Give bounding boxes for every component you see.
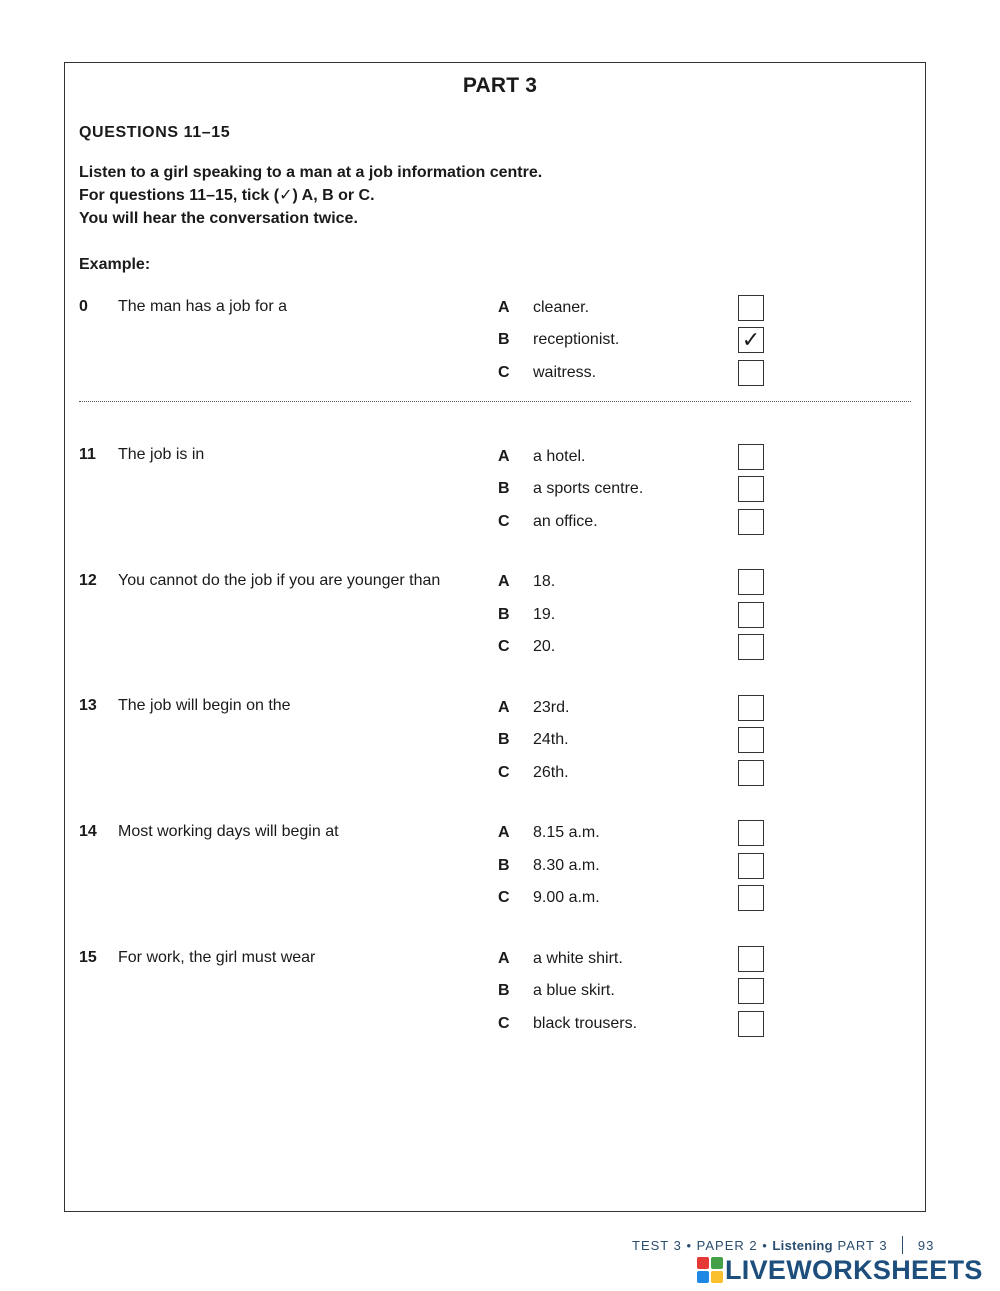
example-option-text: receptionist. — [533, 331, 620, 348]
logo-tile — [711, 1271, 723, 1283]
example-checkbox-c — [738, 360, 764, 386]
option-text: 8.15 a.m. — [533, 824, 600, 841]
question-number: 15 — [79, 949, 97, 966]
page-number: 93 — [917, 1238, 935, 1253]
footer-section: Listening — [772, 1238, 833, 1253]
answer-checkbox-15b[interactable] — [738, 978, 764, 1004]
question-text: The job will begin on the — [118, 697, 291, 714]
question-number: 11 — [79, 446, 96, 463]
example-number: 0 — [79, 298, 88, 315]
option-text: a hotel. — [533, 448, 586, 465]
option-text: 23rd. — [533, 699, 570, 716]
footer-bullet: • — [686, 1238, 693, 1253]
watermark-text: LIVEWORKSHEETS — [725, 1254, 983, 1285]
instruction-line-3: You will hear the conversation twice. — [79, 210, 358, 227]
question-text: Most working days will begin at — [118, 823, 339, 840]
option-letter: C — [498, 1015, 510, 1032]
example-option-text: cleaner. — [533, 299, 590, 316]
footer-paper: PAPER 2 — [696, 1238, 758, 1253]
answer-checkbox-15a[interactable] — [738, 946, 764, 972]
option-text: 18. — [533, 573, 556, 590]
option-letter: C — [498, 513, 510, 530]
option-letter: B — [498, 606, 510, 623]
question-text: For work, the girl must wear — [118, 949, 316, 966]
option-text: a blue skirt. — [533, 982, 615, 999]
footer-bullet: • — [762, 1238, 768, 1253]
answer-checkbox-13b[interactable] — [738, 727, 764, 753]
question-number: 14 — [79, 823, 97, 840]
option-letter: A — [498, 824, 510, 841]
answer-checkbox-12a[interactable] — [738, 569, 764, 595]
instruction-line-1: Listen to a girl speaking to a man at a job information centre. — [79, 164, 543, 181]
option-text: 19. — [533, 606, 556, 623]
question-text: The job is in — [118, 446, 205, 463]
instruction-line-2: For questions 11–15, tick (✓) A, B or C. — [79, 187, 375, 204]
option-letter: A — [498, 573, 510, 590]
example-option-letter: B — [498, 331, 510, 348]
example-option-letter: C — [498, 364, 510, 381]
answer-checkbox-11c[interactable] — [738, 509, 764, 535]
question-number: 13 — [79, 697, 97, 714]
option-text: a sports centre. — [533, 480, 644, 497]
answer-checkbox-11a[interactable] — [738, 444, 764, 470]
example-label: Example: — [79, 256, 151, 273]
answer-checkbox-13a[interactable] — [738, 695, 764, 721]
footer-part: PART 3 — [837, 1238, 888, 1253]
option-letter: B — [498, 480, 510, 497]
example-text: The man has a job for a — [118, 298, 287, 315]
question-number: 12 — [79, 572, 97, 589]
example-checkbox-b: ✓ — [738, 327, 764, 353]
liveworksheets-logo-icon — [697, 1257, 723, 1283]
option-letter: A — [498, 950, 510, 967]
footer-test: TEST 3 — [632, 1238, 682, 1253]
example-divider — [79, 401, 911, 402]
logo-tile — [697, 1271, 709, 1283]
option-text: 20. — [533, 638, 556, 655]
answer-checkbox-13c[interactable] — [738, 760, 764, 786]
example-checkbox-a — [738, 295, 764, 321]
option-letter: C — [498, 764, 510, 781]
page-footer — [632, 1236, 934, 1254]
answer-checkbox-11b[interactable] — [738, 476, 764, 502]
option-letter: A — [498, 448, 510, 465]
answer-checkbox-12b[interactable] — [738, 602, 764, 628]
question-text: You cannot do the job if you are younger than — [118, 572, 441, 589]
option-text: a white shirt. — [533, 950, 623, 967]
logo-tile — [697, 1257, 709, 1269]
example-option-letter: A — [498, 299, 510, 316]
footer-separator — [902, 1236, 903, 1254]
answer-checkbox-14a[interactable] — [738, 820, 764, 846]
option-text: 9.00 a.m. — [533, 889, 600, 906]
answer-checkbox-14c[interactable] — [738, 885, 764, 911]
option-text: 8.30 a.m. — [533, 857, 600, 874]
option-letter: B — [498, 857, 510, 874]
option-text: black trousers. — [533, 1015, 638, 1032]
part-title: PART 3 — [462, 74, 538, 97]
option-text: 24th. — [533, 731, 569, 748]
option-letter: C — [498, 889, 510, 906]
logo-tile — [711, 1257, 723, 1269]
answer-checkbox-12c[interactable] — [738, 634, 764, 660]
option-letter: C — [498, 638, 510, 655]
option-letter: B — [498, 982, 510, 999]
option-letter: A — [498, 699, 510, 716]
answer-checkbox-14b[interactable] — [738, 853, 764, 879]
option-text: an office. — [533, 513, 598, 530]
option-text: 26th. — [533, 764, 569, 781]
example-option-text: waitress. — [533, 364, 597, 381]
questions-heading: QUESTIONS 11–15 — [79, 124, 231, 141]
answer-checkbox-15c[interactable] — [738, 1011, 764, 1037]
liveworksheets-watermark — [697, 1254, 983, 1286]
option-letter: B — [498, 731, 510, 748]
page-frame — [64, 62, 926, 1212]
